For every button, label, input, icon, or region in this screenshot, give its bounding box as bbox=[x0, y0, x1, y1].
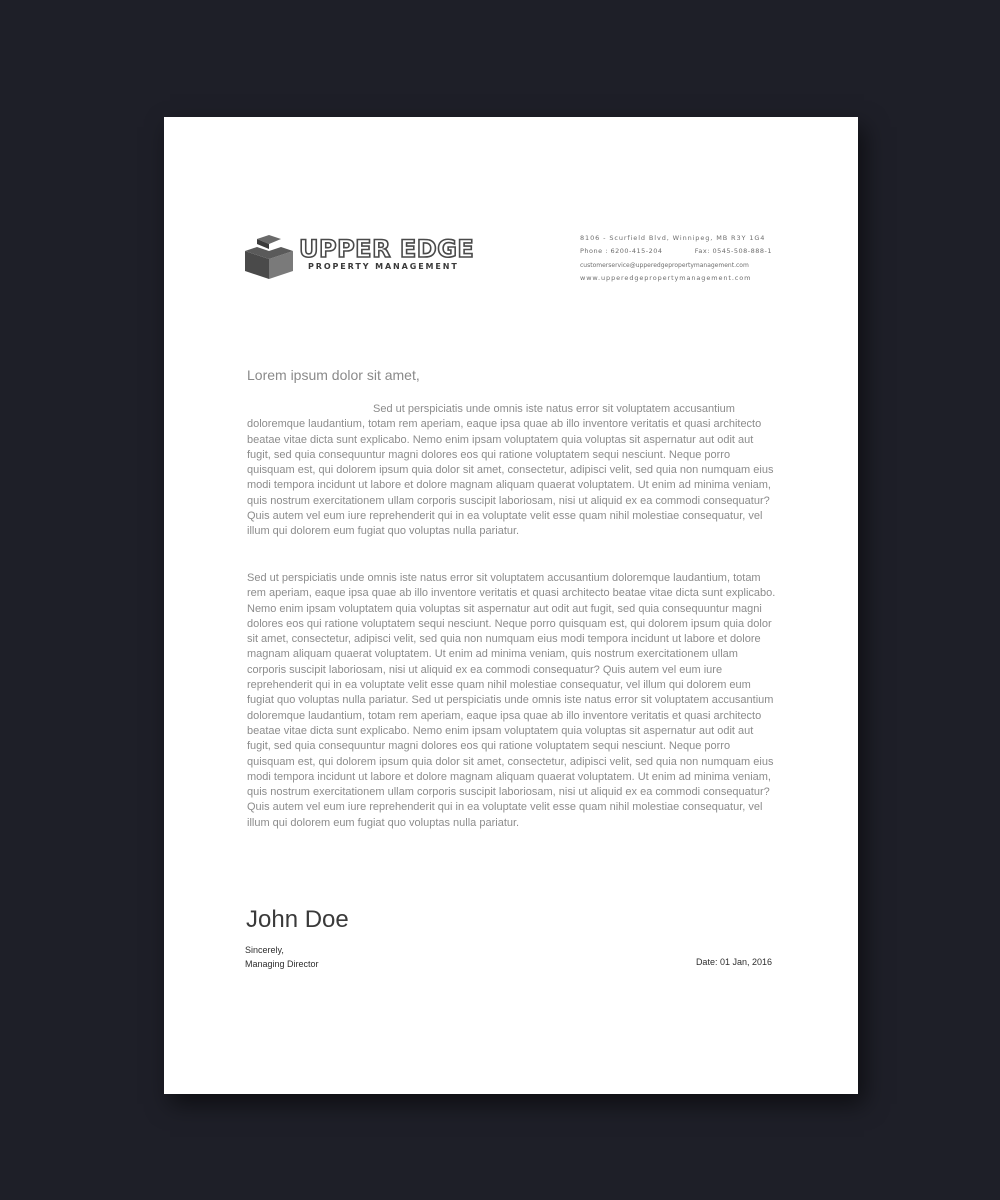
signer-title: Managing Director bbox=[245, 959, 319, 969]
website-url: www.upperedgepropertymanagement.com bbox=[580, 273, 752, 282]
email-address: customerservice@upperedgepropertymanagement.com bbox=[580, 261, 749, 269]
body-paragraph-1: Sed ut perspiciatis unde omnis iste natus error sit voluptatem accusantium doloremque laudantium, totam rem aperiam, eaque ipsa quae ab illo inventore veritatis et quasi architecto beatae vitae dicta sunt explicabo. Nemo enim ipsam voluptatem quia voluptas sit aspernatur aut odit aut fugit, sed quia consequuntur magni dolores eos qui ratione voluptatem sequi nesciunt. Neque porro quisquam est, qui dolorem ipsum quia dolor sit amet, consectetur, adipisci velit, sed quia non numquam eius modi tempora incidunt ut labore et dolore magnam aliquam quaerat voluptatem. Ut enim ad minima veniam, quis nostrum exercitationem ullam corporis suscipit laboriosam, nisi ut aliquid ex ea commodi consequatur? Quis autem vel eum iure reprehenderit qui in ea voluptate velit esse quam nihil molestiae consequatur, vel illum qui dolorem eum fugiat quo voluptas nulla pariatur. bbox=[247, 403, 774, 538]
cube-logo-icon bbox=[245, 235, 293, 279]
phone-fax-line bbox=[580, 245, 772, 258]
closing-block bbox=[245, 943, 319, 971]
signature-name: John Doe bbox=[246, 906, 349, 933]
address-line: 8106 - Scurfield Blvd, Winnipeg, MB R3Y 1G4 bbox=[580, 234, 766, 242]
letter-salutation: Lorem ipsum dolor sit amet, bbox=[247, 367, 420, 383]
closing-word: Sincerely, bbox=[245, 945, 284, 955]
company-logo bbox=[245, 235, 495, 281]
letter-date: Date: 01 Jan, 2016 bbox=[695, 957, 772, 967]
contact-block bbox=[580, 232, 780, 285]
brand-tagline: PROPERTY MANAGEMENT bbox=[308, 262, 459, 271]
letter-page bbox=[164, 117, 858, 1094]
fax-number: Fax: 0545-508-888-1 bbox=[694, 247, 772, 256]
brand-name: UPPER EDGE bbox=[299, 235, 475, 263]
phone-number: Phone : 6200-415-204 bbox=[580, 247, 663, 256]
body-paragraph-2: Sed ut perspiciatis unde omnis iste natus error sit voluptatem accusantium doloremque laudantium, totam rem aperiam, eaque ipsa quae ab illo inventore veritatis et quasi architecto beatae vitae dicta sunt explicabo. Nemo enim ipsam voluptatem quia voluptas sit aspernatur aut odit aut fugit, sed quia consequuntur magni dolores eos qui ratione voluptatem sequi nesciunt. Neque porro quisquam est, qui dolorem ipsum quia dolor sit amet, consectetur, adipisci velit, sed quia non numquam eius modi tempora incidunt ut labore et dolore magnam aliquam quaerat voluptatem. Ut enim ad minima veniam, quis nostrum exercitationem ullam corporis suscipit laboriosam, nisi ut aliquid ex ea commodi consequatur? Quis autem vel eum iure reprehenderit qui in ea voluptate velit esse quam nihil molestiae consequatur, vel illum qui dolorem eum fugiat quo voluptas nulla pariatur. Sed ut perspiciatis unde omnis iste natus error sit voluptatem accusantium doloremque laudantium, totam rem aperiam, eaque ipsa quae ab illo inventore veritatis et quasi architecto beatae vitae dicta sunt explicabo. Nemo enim ipsam voluptatem quia voluptas sit aspernatur aut odit aut fugit, sed quia consequuntur magni dolores eos qui ratione voluptatem sequi nesciunt. Neque porro quisquam est, qui dolorem ipsum quia dolor sit amet, consectetur, adipisci velit, sed quia non numquam eius modi tempora incidunt ut labore et dolore magnam aliquam quaerat voluptatem. Ut enim ad minima veniam, quis nostrum exercitationem ullam corporis suscipit laboriosam, nisi ut aliquid ex ea commodi consequatur? Quis autem vel eum iure reprehenderit qui in ea voluptate velit esse quam nihil molestiae consequatur, vel illum qui dolorem eum fugiat quo voluptas nulla pariatur. bbox=[247, 572, 776, 829]
